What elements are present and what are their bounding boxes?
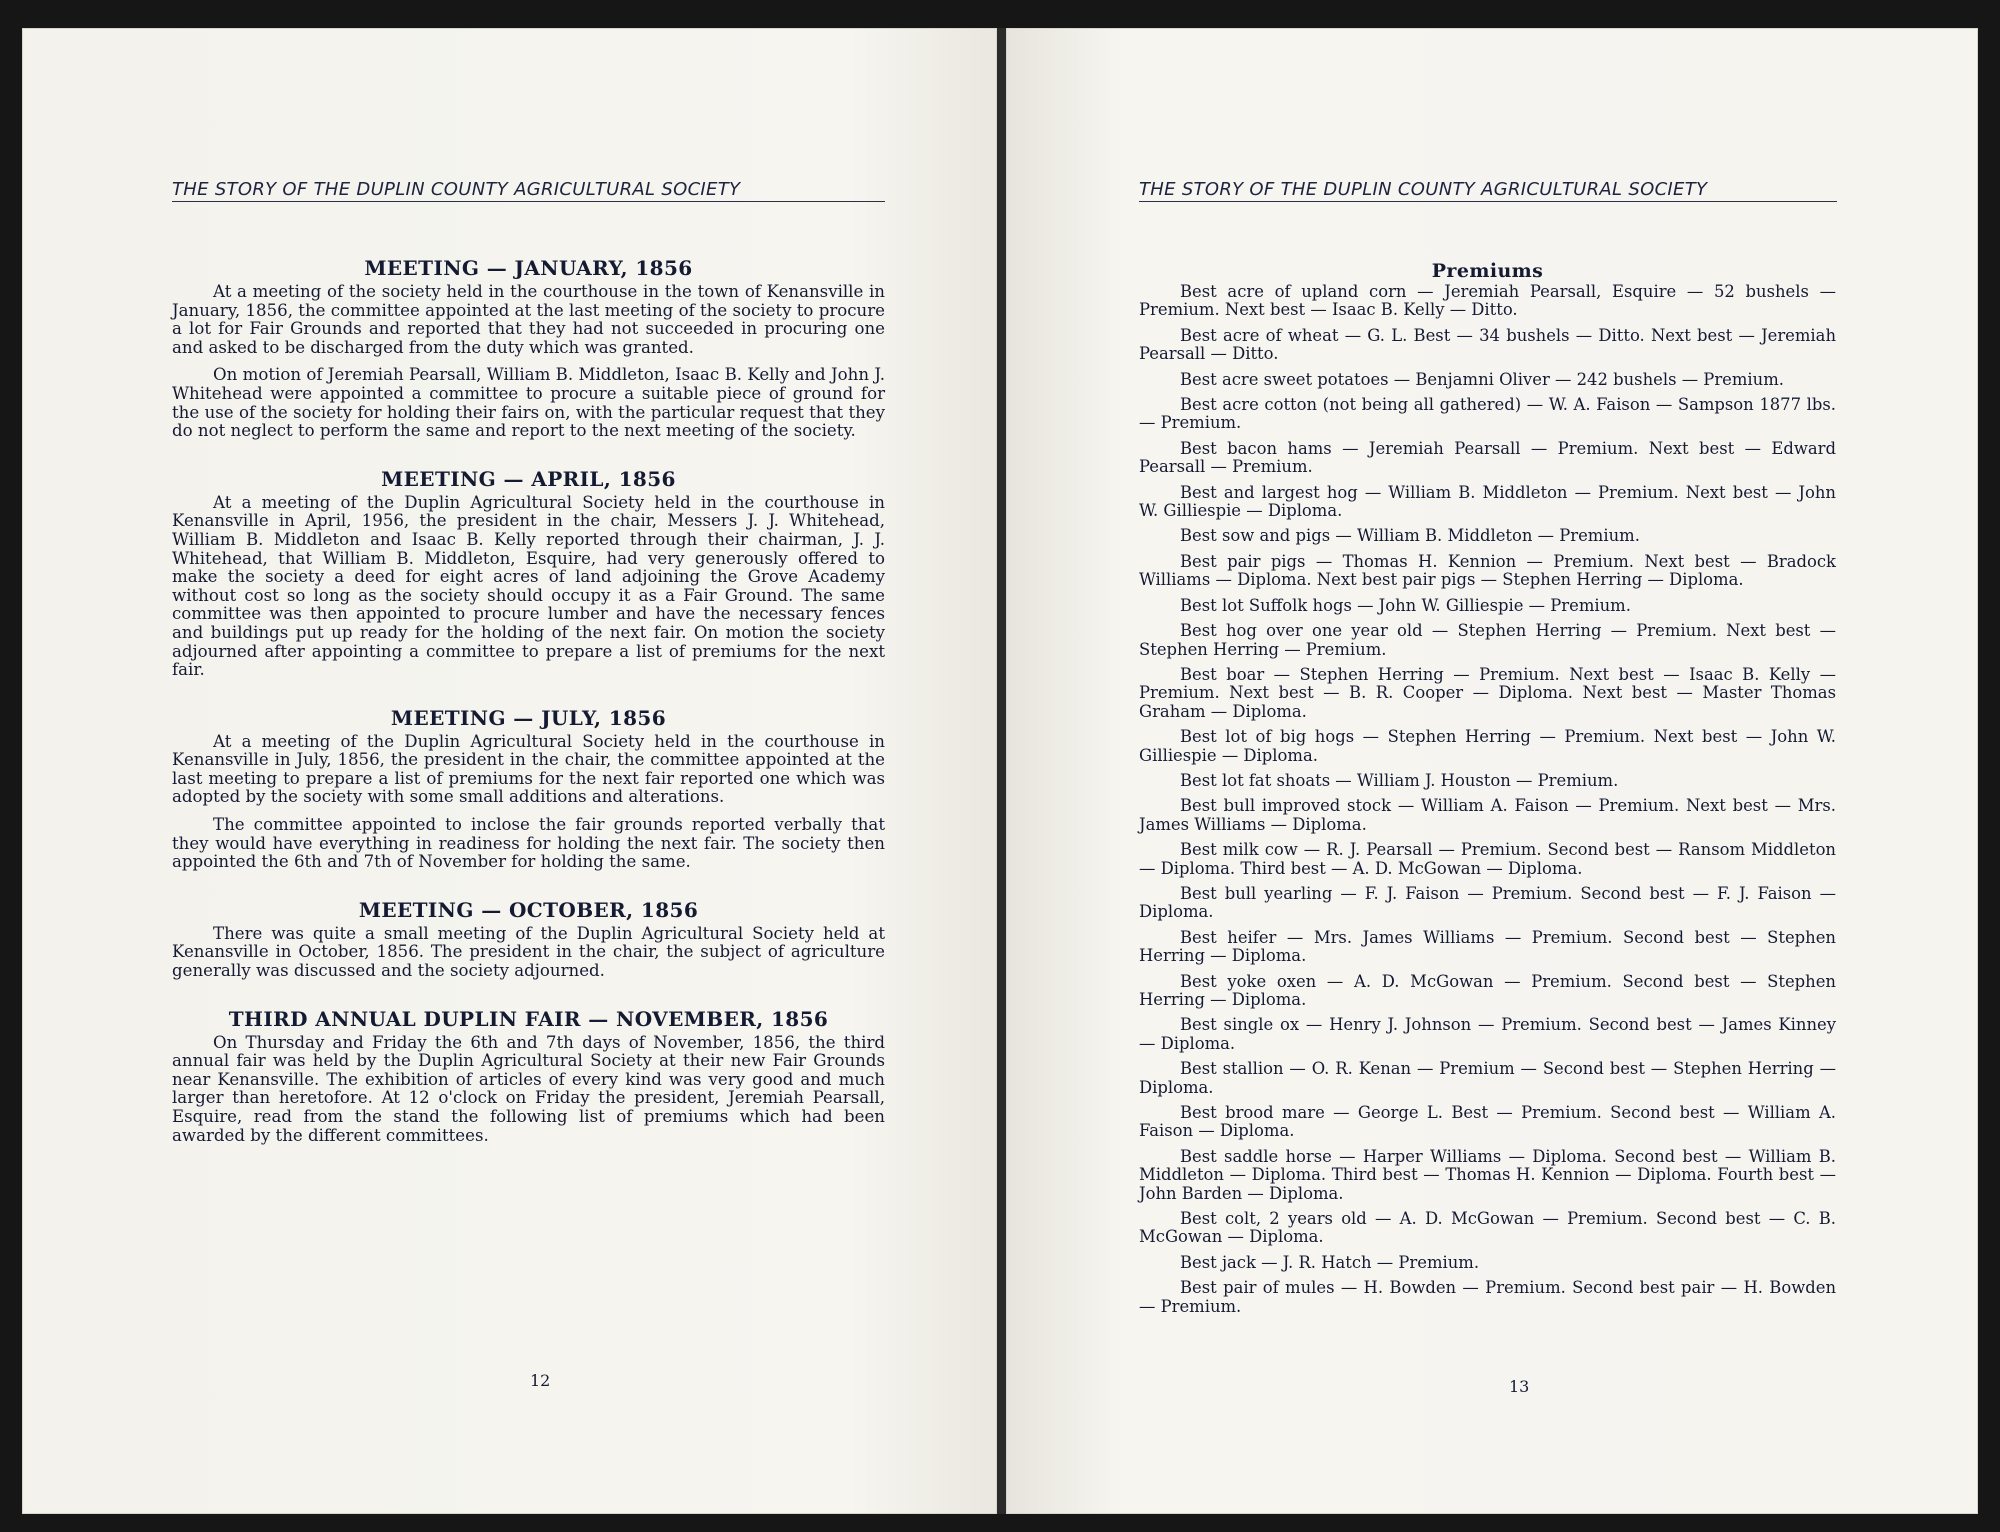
premiums-heading: Premiums (1431, 260, 1544, 282)
premium-entry: Best acre sweet potatoes — Benjamni Oliver — 242 bushels — Premium. (1180, 369, 1784, 389)
section-heading: MEETING — JULY, 1856 (390, 705, 667, 730)
premium-entry: Best boar — Stephen Herring — Premium. Next best — Isaac B. Kelly — Premium. Next best — B. R. Cooper — Diploma. Next best — Master Thomas Graham — Diploma. (1139, 664, 1836, 721)
premium-entry: Best lot fat shoats — William J. Houston — Premium. (1180, 770, 1619, 790)
paragraph: There was quite a small meeting of the Duplin Agricultural Society held at Kenansville in October, 1856. The president in the chair, the subject of agriculture generally was discussed and the society adjourned. (172, 923, 885, 981)
paragraph: On motion of Jeremiah Pearsall, William B. Middleton, Isaac B. Kelly and John J. Whitehead were appointed a committee to procure a suitable piece of ground for the use of the society for holding their fairs on, with the particular request that they do not neglect to perform the same and report to the next meeting of the society. (172, 365, 885, 441)
premium-entry: Best acre of wheat — G. L. Best — 34 bushels — Ditto. Next best — Jeremiah Pearsall — Ditto. (1139, 325, 1836, 364)
premium-entry: Best sow and pigs — William B. Middleton — Premium. (1180, 526, 1640, 546)
right-page (1006, 28, 1978, 1514)
premium-entry: Best and largest hog — William B. Middleton — Premium. Next best — John W. Gilliespie — Diploma. (1139, 482, 1836, 521)
book-gutter (997, 28, 1006, 1514)
section-heading: MEETING — APRIL, 1856 (381, 466, 676, 491)
premium-entry: Best jack — J. R. Hatch — Premium. (1180, 1252, 1480, 1272)
premium-entry: Best milk cow — R. J. Pearsall — Premium. Second best — Ransom Middleton — Diploma. Third best — A. D. McGowan — Diploma. (1139, 840, 1836, 878)
section-heading: MEETING — OCTOBER, 1856 (358, 897, 699, 922)
premium-entry: Best single ox — Henry J. Johnson — Premium. Second best — James Kinney — Diploma. (1139, 1015, 1836, 1053)
premium-entry: Best pair pigs — Thomas H. Kennion — Premium. Next best — Bradock Williams — Diploma. Next best pair pigs — Stephen Herring — Diploma. (1139, 551, 1836, 590)
paragraph: At a meeting of the society held in the courthouse in the town of Kenansville in January, 1856, the committee appointed at the last meeting of the society to procure a lot for Fair Grounds and reported that they had not succeeded in procuring one and asked to be discharged from the duty which was granted. (172, 282, 885, 357)
left-column (172, 256, 885, 1154)
premium-entry: Best colt, 2 years old — A. D. McGowan — Premium. Second best — C. B. McGowan — Diploma. (1139, 1209, 1836, 1247)
premium-entry: Best heifer — Mrs. James Williams — Premium. Second best — Stephen Herring — Diploma. (1139, 927, 1836, 966)
premium-entry: Best bull improved stock — William A. Faison — Premium. Next best — Mrs. James Williams — Diploma. (1139, 796, 1836, 834)
premium-entry: Best pair of mules — H. Bowden — Premium. Second best pair — H. Bowden — Premium. (1139, 1278, 1836, 1316)
paragraph: On Thursday and Friday the 6th and 7th days of November, 1856, the third annual fair was held by the Duplin Agricultural Society at their new Fair Grounds near Kenansville. The exhibition of articles of every kind was very good and much larger than heretofore. At 12 o'clock on Friday the president, Jeremiah Pearsall, Esquire, read from the stand the following list of premiums which had been awarded by the different committees. (172, 1032, 885, 1145)
paragraph: At a meeting of the Duplin Agricultural Society held in the courthouse in Kenansville in April, 1956, the president in the chair, Messers J. J. Whitehead, William B. Middleton and Isaac B. Kelly reported through their chairman, J. J. Whitehead, that William B. Middleton, Esquire, had very generously offered to make the society a deed for eight acres of land adjoining the Grove Academy without cost so long as the society should occupy it as a Fair Ground. The same committee was then appointed to procure lumber and have the necessary fences and buildings put up ready for the holding of the next fair. On motion the society adjourned after appointing a committee to prepare a list of premiums for the next fair. (172, 492, 885, 680)
premium-entry: Best bacon hams — Jeremiah Pearsall — Premium. Next best — Edward Pearsall — Premium. (1139, 438, 1836, 477)
premium-entry: Best yoke oxen — A. D. McGowan — Premium. Second best — Stephen Herring — Diploma. (1139, 971, 1836, 1009)
premium-entry: Best hog over one year old — Stephen Herring — Premium. Next best — Stephen Herring — Premium. (1139, 621, 1836, 659)
paragraph: At a meeting of the Duplin Agricultural Society held in the courthouse in Kenansville in July, 1856, the president in the chair, the committee appointed at the last meeting to prepare a list of premiums for the next fair reported one which was adopted by the society with some small additions and alterations. (172, 731, 885, 807)
premium-entry: Best brood mare — George L. Best — Premium. Second best — William A. Faison — Diploma. (1139, 1103, 1836, 1141)
section-heading: MEETING — JANUARY, 1856 (364, 256, 693, 280)
page-number: 13 (1509, 1377, 1530, 1396)
premium-entry: Best lot Suffolk hogs — John W. Gilliespie — Premium. (1180, 595, 1631, 615)
book-spread (22, 28, 1978, 1514)
running-head: THE STORY OF THE DUPLIN COUNTY AGRICULTURAL SOCIETY (172, 179, 885, 202)
paragraph: The committee appointed to inclose the fair grounds reported verbally that they would have everything in readiness for holding the next fair. The society then appointed the 6th and 7th of November for holding the same. (172, 815, 885, 872)
premium-entry: Best saddle horse — Harper Williams — Diploma. Second best — William B. Middleton — Diploma. Third best — Thomas H. Kennion — Diploma. Fourth best — John Barden — Diploma. (1139, 1146, 1836, 1203)
premium-entry: Best lot of big hogs — Stephen Herring — Premium. Next best — John W. Gilliespie — Diploma. (1139, 727, 1836, 765)
premium-entry: Best acre of upland corn — Jeremiah Pearsall, Esquire — 52 bushels — Premium. Next best — Isaac B. Kelly — Ditto. (1139, 282, 1836, 320)
left-page (22, 28, 997, 1514)
right-column (1139, 260, 1836, 1323)
premium-entry: Best bull yearling — F. J. Faison — Premium. Second best — F. J. Faison — Diploma. (1139, 883, 1836, 922)
premium-entry: Best acre cotton (not being all gathered) — W. A. Faison — Sampson 1877 lbs. — Premium. (1139, 395, 1836, 433)
premium-entry: Best stallion — O. R. Kenan — Premium — Second best — Stephen Herring — Diploma. (1139, 1059, 1836, 1097)
running-head: THE STORY OF THE DUPLIN COUNTY AGRICULTURAL SOCIETY (1139, 179, 1837, 202)
section-heading: THIRD ANNUAL DUPLIN FAIR — NOVEMBER, 1856 (228, 1006, 829, 1031)
page-number: 12 (530, 1371, 551, 1390)
